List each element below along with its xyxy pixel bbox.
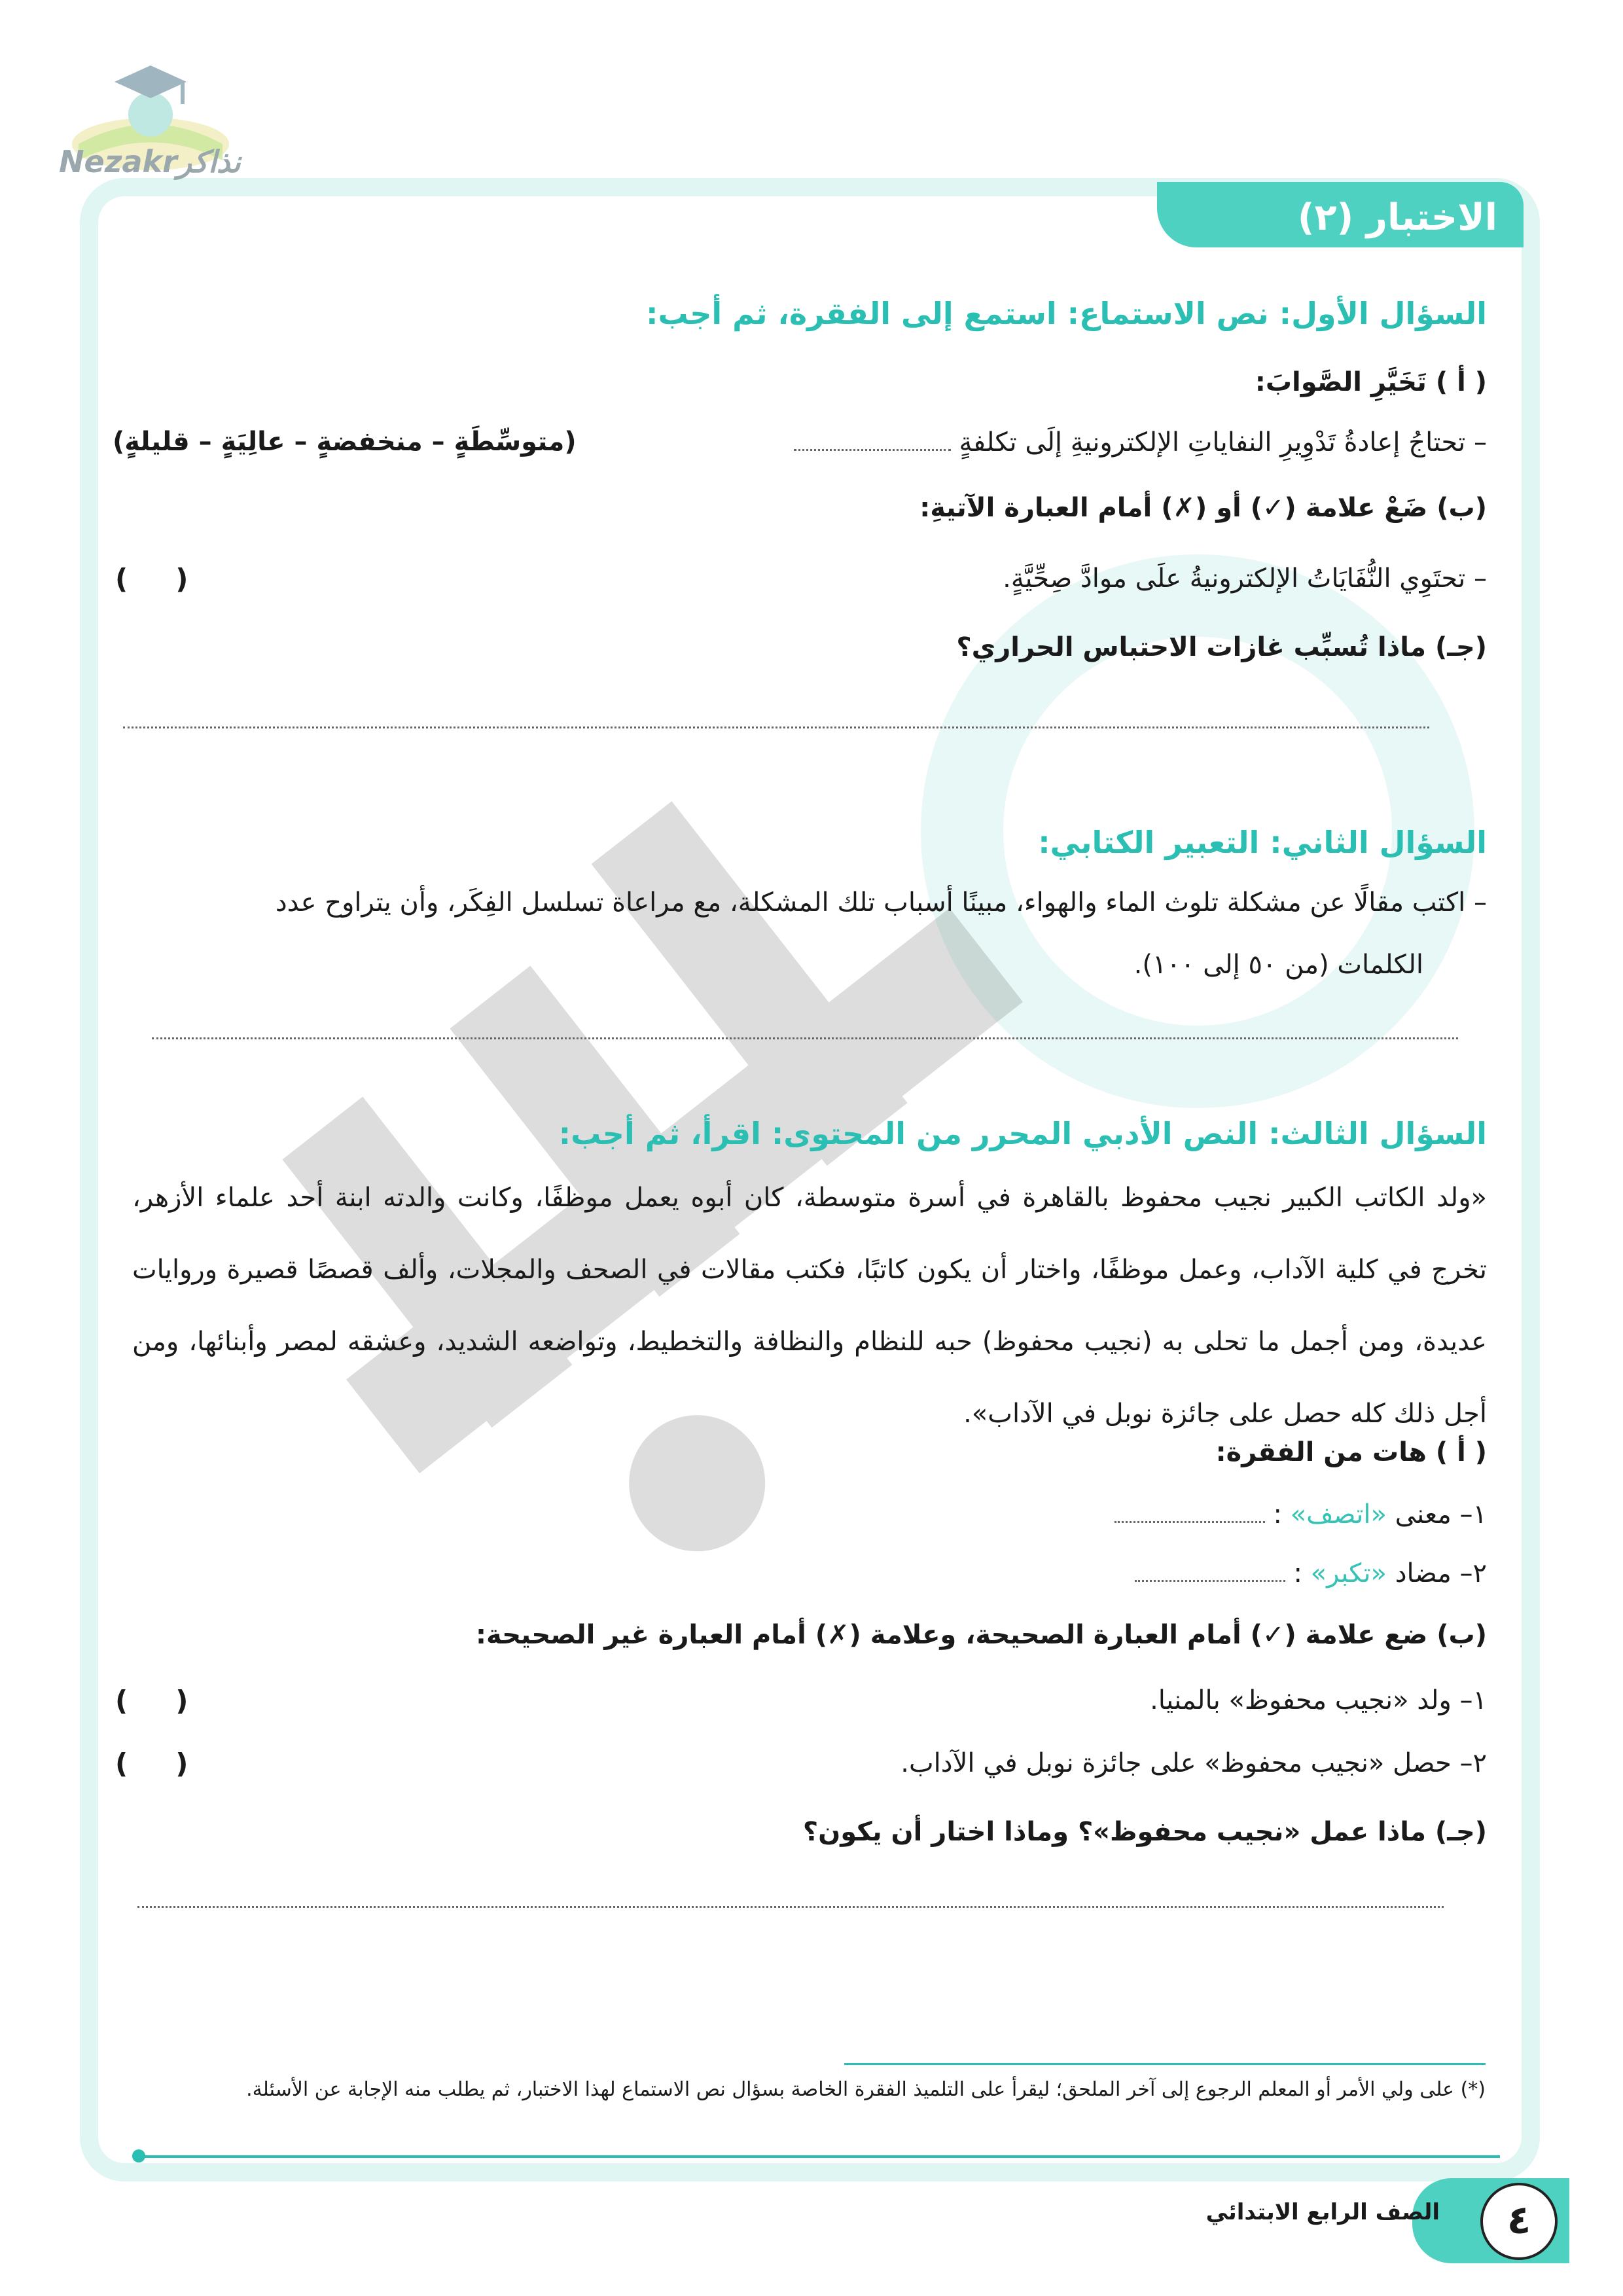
answer-line[interactable] [137, 1906, 1444, 1908]
q1-a-label: ( أ ) تَخَيَّرِ الصَّوابَ: [1255, 367, 1487, 397]
q1-b-item: – تحتَوِي النُّفَايَاتُ الإلكترونيةُ علَى موادَّ صِحِّيَّةٍ. [1003, 564, 1487, 594]
q3-c-label: (جـ) ماذا عمل «نجيب محفوظ»؟ وماذا اختار أن يكون؟ [802, 1817, 1487, 1847]
q3-b2: ٢– حصل «نجيب محفوظ» على جائزة نوبل في الآداب. [901, 1748, 1487, 1778]
q3-b-label: (ب) ضع علامة (✓) أمام العبارة الصحيحة، وعلامة (✗) أمام العبارة غير الصحيحة: [475, 1620, 1487, 1650]
q3-a2-word: «تكبر» [1310, 1558, 1387, 1588]
q2-line-1: – اكتب مقالًا عن مشكلة تلوث الماء والهواء، مبينًا أسباب تلك المشكلة، مع مراعاة تسلسل الفِكَر، وأن يتراوح عدد [275, 888, 1487, 918]
answer-bracket[interactable]: ( ) [115, 1748, 188, 1780]
answer-line[interactable] [123, 726, 1429, 728]
grade-label: الصف الرابع الابتدائي [1205, 2199, 1440, 2225]
answer-bracket[interactable]: ( ) [115, 563, 188, 595]
q3-a1-prefix: ١– معنى [1395, 1499, 1487, 1530]
q3-a-label: ( أ ) هات من الفقرة: [1215, 1437, 1487, 1467]
q3-a1 [1115, 1499, 1487, 1530]
q3-passage: «ولد الكاتب الكبير نجيب محفوظ بالقاهرة في أسرة متوسطة، كان أبوه يعمل موظفًا، وكانت والدته ابنة أحد علماء الأزهر، تخرج في كلية الآداب، وعمل موظفًا، واختار أن يكون كاتبًا، فكتب مقالات في الصحف والمجلات، وألف قصصًا قصيرة وروايات عديدة، ومن أجمل ما تحلى به (نجيب محفوظ) حبه للنظام والنظافة والتخطيط، وتواضعه الشديد، وعشقه لمصر وأبنائها، ومن أجل ذلك كله حصل على جائزة نوبل في الآداب». [132, 1183, 1487, 1429]
q2-line-2: الكلمات (من ٥٠ إلى ١٠٠). [1133, 950, 1423, 980]
bottom-dot [132, 2149, 145, 2162]
q1-a-item [794, 427, 1487, 458]
q3-a1-colon: : [1273, 1499, 1282, 1530]
answer-blank[interactable] [1115, 1515, 1265, 1523]
answer-blank[interactable] [794, 442, 951, 451]
answer-line[interactable] [152, 1037, 1458, 1039]
logo-text: Nezakrنذاكر [59, 144, 241, 179]
footnote-rule [844, 2063, 1486, 2065]
q1-a-text: – تحتاجُ إعادةُ تَدْوِيرِ النفاياتِ الإلكترونيةِ إلَى تكلفةٍ [959, 427, 1487, 457]
footnote: (*) على ولي الأمر أو المعلم الرجوع إلى آخر الملحق؛ ليقرأ على التلميذ الفقرة الخاصة بسؤال نص الاستماع لهذا الاختبار، ثم يطلب منه الإجابة عن الأسئلة. [246, 2078, 1486, 2101]
answer-bracket[interactable]: ( ) [115, 1685, 188, 1717]
q3-a1-word: «اتصف» [1290, 1499, 1387, 1530]
q1-heading: السؤال الأول: نص الاستماع: استمع إلى الفقرة، ثم أجب: [646, 296, 1487, 331]
q2-heading: السؤال الثاني: التعبير الكتابي: [1038, 825, 1487, 860]
page-number: ٤ [1480, 2183, 1558, 2260]
test-title-tab [1157, 182, 1524, 247]
q1-c-label: (جـ) ماذا تُسبِّب غازات الاحتباس الحراري؟ [956, 632, 1487, 662]
answer-blank[interactable] [1135, 1573, 1285, 1582]
q1-a-options: (متوسِّطَةٍ – منخفضةٍ – عالِيَةٍ – قليلةٍ) [113, 427, 577, 457]
q3-a2 [1135, 1558, 1487, 1589]
q3-b1: ١– ولد «نجيب محفوظ» بالمنيا. [1150, 1685, 1487, 1715]
q3-a2-colon: : [1293, 1558, 1302, 1588]
test-title: الاختبار (٢) [1297, 196, 1497, 239]
q3-a2-prefix: ٢– مضاد [1395, 1558, 1487, 1588]
bottom-rule [139, 2155, 1500, 2158]
q1-b-label: (ب) ضَعْ علامة (✓) أو (✗) أمام العبارة الآتيةِ: [919, 493, 1487, 523]
q3-heading: السؤال الثالث: النص الأدبي المحرر من المحتوى: اقرأ، ثم أجب: [558, 1116, 1487, 1151]
